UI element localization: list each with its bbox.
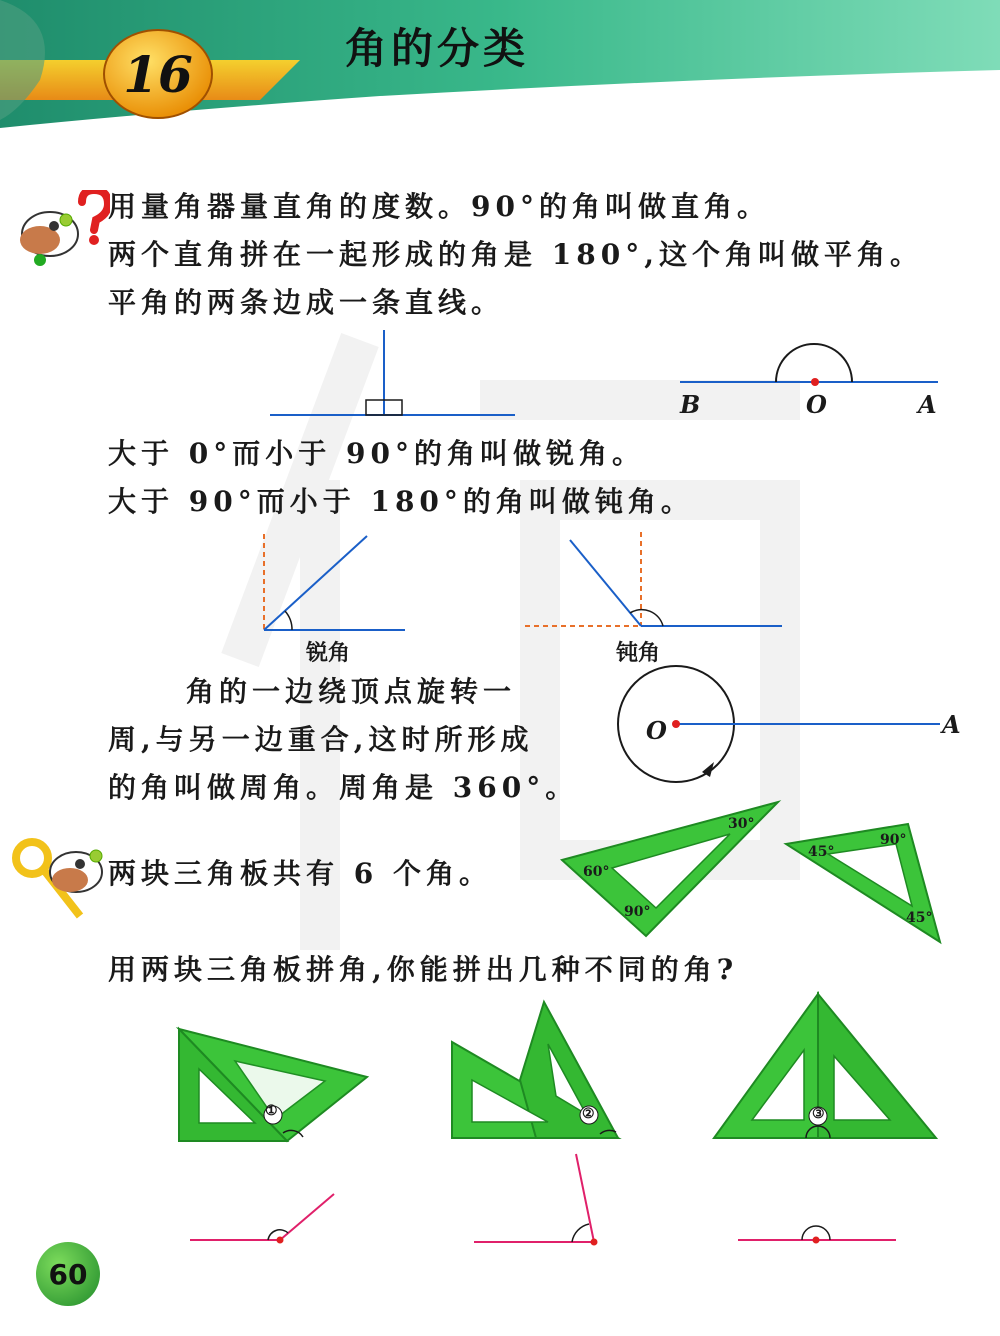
- obtuse-angle-figure: [520, 530, 790, 640]
- marker-3: ③: [812, 1106, 825, 1122]
- tri2-angle-90: 90°: [880, 832, 907, 848]
- page-number: 60: [36, 1242, 100, 1306]
- round-point-a-label: A: [942, 710, 961, 739]
- round-angle-text-line1: 角的一边绕顶点旋转一: [186, 675, 517, 708]
- result-angle-3: [736, 1220, 900, 1250]
- tri1-angle-60: 60°: [583, 864, 610, 880]
- round-angle-text-line3: 的角叫做周角。周角是 360°。: [108, 771, 579, 804]
- tri1-angle-30: 30°: [728, 816, 755, 832]
- point-o-label: O: [806, 390, 827, 419]
- mascot-question-icon: [10, 190, 110, 270]
- lesson-number: 16: [123, 44, 193, 104]
- round-angle-text-line2: 周,与另一边重合,这时所形成: [108, 723, 534, 756]
- point-a-label: A: [918, 390, 937, 419]
- straight-angle-figure: [675, 340, 945, 390]
- tri1-angle-90: 90°: [624, 904, 651, 920]
- straight-angle-line-text: 平角的两条边成一条直线。: [108, 286, 505, 319]
- result-angle-1: [188, 1190, 338, 1250]
- round-point-o-label: O: [646, 716, 667, 745]
- obtuse-angle-text: 大于 90°而小于 180°的角叫做钝角。: [108, 485, 694, 518]
- mascot-key-icon: [10, 836, 110, 926]
- marker-1: ①: [265, 1103, 278, 1119]
- acute-angle-text: 大于 0°而小于 90°的角叫做锐角。: [108, 437, 645, 470]
- set-square-45-45-90: [784, 822, 944, 946]
- tri2-angle-45b: 45°: [906, 910, 933, 926]
- acute-angle-figure: [255, 530, 415, 640]
- combination-2-figure: [448, 996, 628, 1146]
- point-b-label: B: [680, 390, 701, 419]
- obtuse-angle-label: 钝角: [616, 640, 661, 666]
- result-angle-2: [472, 1152, 612, 1250]
- combination-3-figure: [710, 990, 940, 1142]
- combine-question-text: 用两块三角板拼角,你能拼出几种不同的角?: [108, 953, 739, 986]
- triangle-angles-text: 两块三角板共有 6 个角。: [108, 857, 492, 890]
- right-angle-figure: [260, 326, 530, 426]
- lesson-title: 角的分类: [345, 24, 530, 73]
- combination-1-figure: [175, 1025, 375, 1145]
- acute-angle-label: 锐角: [306, 640, 351, 666]
- straight-angle-text: 两个直角拼在一起形成的角是 180°,这个角叫做平角。: [108, 238, 923, 271]
- marker-2: ②: [582, 1106, 595, 1122]
- tri2-angle-45a: 45°: [808, 844, 835, 860]
- right-angle-text: 用量角器量直角的度数。90°的角叫做直角。: [108, 190, 770, 223]
